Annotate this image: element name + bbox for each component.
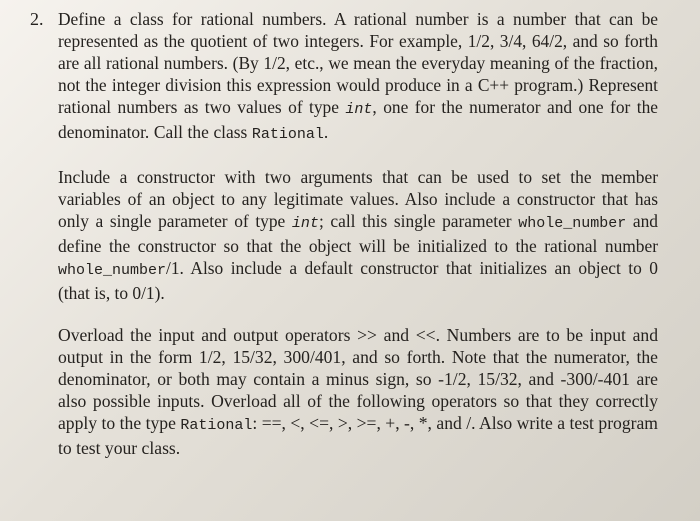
- text-run: , one for the numerator and one for the denominator. Call the class: [58, 97, 658, 142]
- text-run: Overload the input and output operators >> and <<. Numbers are to be input and output in the form 1/2, 15/32, 300/401, and so forth. Note that the numerator, the denominator, or both may contain a minus sign, so -1/2, 15/32, and -300/-401 are also possible inputs. Overload all of the following operators so that they correctly apply to the type: [58, 325, 658, 433]
- text-run: /1. Also include a default constructor that initializes an object to 0 (that is, to 0/1).: [58, 258, 658, 303]
- problem-number: 2.: [30, 9, 44, 29]
- text-run: ; call this single parameter: [318, 211, 519, 231]
- text-run: and define the constructor so that the object will be initialized to the rational number: [58, 211, 658, 256]
- code-term: Rational: [251, 126, 324, 143]
- text-run: Include a constructor with two arguments that can be used to set the member variables of an object to any legitimate values. Also include a constructor that has only a single parameter of type: [58, 167, 658, 231]
- text-run: Define a class for rational numbers. A rational number is a number that can be represented as the quotient of two integers. For example, 1/2, 3/4, 64/2, and so forth are all rational numbers. (By 1/2, etc., we mean the everyday meaning of the fraction, not the integer division this expression would produce in a C++ program.) Represent rational numbers as two values of type: [58, 9, 658, 117]
- text-run: .: [323, 122, 329, 142]
- code-term: whole_number: [58, 262, 167, 279]
- code-term: int: [345, 101, 373, 118]
- problem-text: [58, 8, 658, 479]
- code-term: whole_number: [518, 215, 627, 232]
- paragraph-class-definition: [58, 8, 658, 146]
- paragraph-constructors: [58, 166, 658, 304]
- code-term: Rational: [180, 417, 253, 434]
- paragraph-operator-overloading: [58, 324, 658, 459]
- code-term: int: [291, 215, 319, 232]
- text-run: : ==, <, <=, >, >=, +, -, *, and /. Also write a test program to test your class.: [58, 413, 658, 458]
